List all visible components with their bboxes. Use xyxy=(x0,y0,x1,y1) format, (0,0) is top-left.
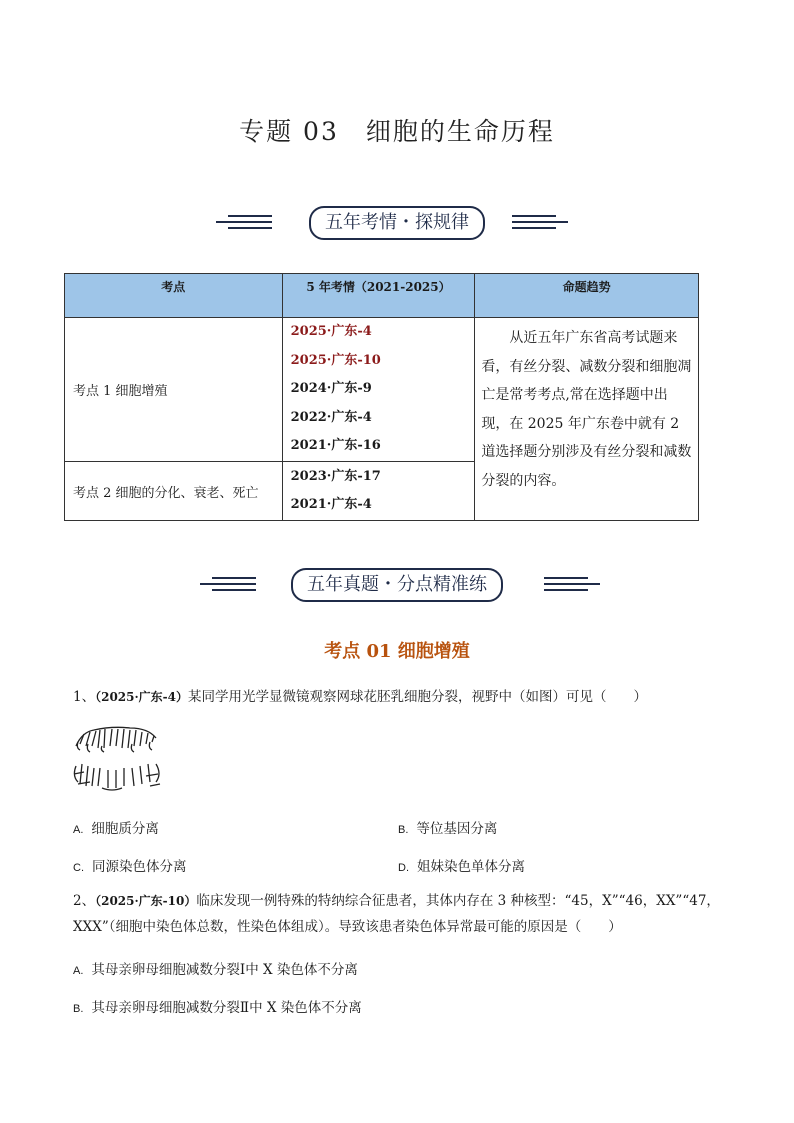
year-item: 2024·广东-9 xyxy=(290,381,372,397)
year-item: 2025·广东-4 xyxy=(290,324,372,340)
trend-cell: 从近五年广东省高考试题来看，有丝分裂、减数分裂和细胞凋亡是常考考点,常在选择题中出现，在 2025 年广东卷中就有 2 道选择题分别涉及有丝分裂和减数分裂的内容。 xyxy=(475,318,699,521)
header-trend: 命题趋势 xyxy=(475,274,699,318)
header-years: 5 年考情（2021-2025） xyxy=(282,274,475,318)
banner-label: 五年真题・分点精准练 xyxy=(291,568,503,602)
table-header-row xyxy=(65,274,699,318)
option-b[interactable]: B. 其母亲卵母细胞减数分裂Ⅱ中 X 染色体不分离 xyxy=(73,1000,362,1016)
year-item: 2025·广东-10 xyxy=(290,352,381,368)
decor-lines-left-icon xyxy=(216,213,272,231)
question-number: 2、 xyxy=(73,893,96,909)
option-a[interactable]: A. 细胞质分离 xyxy=(73,821,159,837)
section-banner-past-questions xyxy=(0,568,794,602)
option-d[interactable]: D. 姐妹染色单体分离 xyxy=(398,859,525,875)
option-a[interactable]: A. 其母亲卵母细胞减数分裂Ⅰ中 X 染色体不分离 xyxy=(73,962,358,978)
banner-label: 五年考情・探规律 xyxy=(309,206,485,240)
section-banner-exam-trends xyxy=(0,206,794,240)
question-stem: 临床发现一例特殊的特纳综合征患者，其体内存在 3 种核型：“45，X”“46，XX”“47，XXX”（细胞中染色体总数，性染色体组成）。导致该患者染色体异常最可能的原因是（ ） xyxy=(73,893,720,935)
question-source: （2025·广东-4） xyxy=(95,690,189,704)
table-row xyxy=(65,318,699,462)
year-item: 2023·广东-17 xyxy=(290,468,381,484)
year-item: 2021·广东-4 xyxy=(290,497,372,512)
topic-cell: 考点 1 细胞增殖 xyxy=(65,318,283,462)
question-source: （2025·广东-10） xyxy=(95,894,197,908)
topic-cell: 考点 2 细胞的分化、衰老、死亡 xyxy=(65,462,283,521)
decor-lines-left-icon xyxy=(200,575,256,593)
question-number: 1、 xyxy=(73,689,96,705)
decor-lines-right-icon xyxy=(512,213,568,231)
cell-division-figure-icon xyxy=(72,724,162,796)
exam-trends-table xyxy=(64,273,699,521)
years-cell xyxy=(282,462,475,521)
years-cell xyxy=(282,318,475,462)
decor-lines-right-icon xyxy=(544,575,600,593)
year-item: 2021·广东-16 xyxy=(290,438,381,454)
header-topic: 考点 xyxy=(65,274,283,318)
section-heading: 考点 01 细胞增殖 xyxy=(324,641,470,662)
option-b[interactable]: B. 等位基因分离 xyxy=(398,821,498,837)
page-title: 专题 03 细胞的生命历程 xyxy=(239,117,555,146)
question-stem: 某同学用光学显微镜观察网球花胚乳细胞分裂，视野中（如图）可见（ ） xyxy=(188,689,648,705)
option-c[interactable]: C. 同源染色体分离 xyxy=(73,859,187,875)
year-item: 2022·广东-4 xyxy=(290,409,372,425)
question-2 xyxy=(73,888,723,940)
question-1 xyxy=(73,684,723,710)
